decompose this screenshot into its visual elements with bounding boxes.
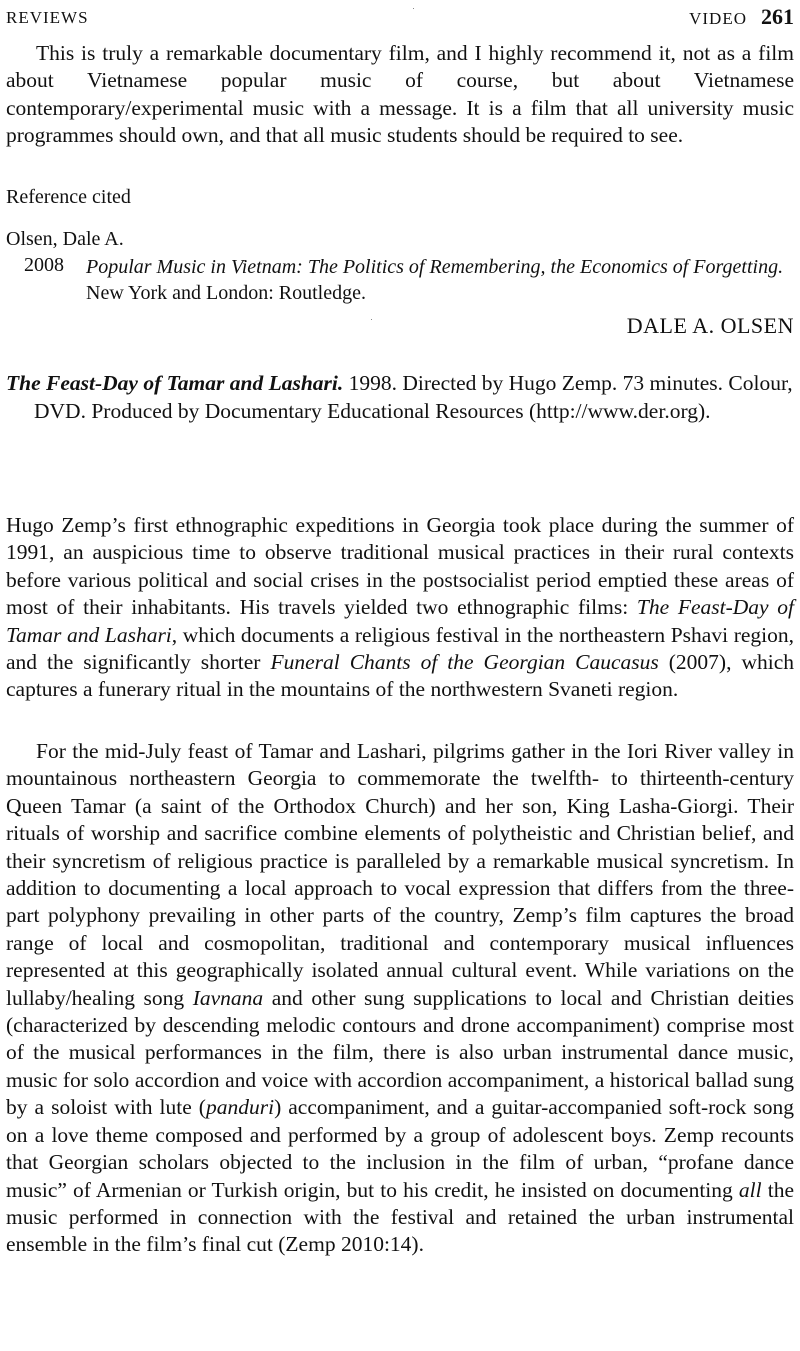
reference-entry <box>86 254 786 306</box>
page-number: 261 <box>761 4 794 29</box>
film-details: 1998. Directed by Hugo Zemp. 73 minutes. Colour, DVD. Produced by Documentary Educational Resources (http://www.der.org). <box>34 371 793 423</box>
scan-speck <box>371 319 372 320</box>
reference-author: Olsen, Dale A. <box>6 228 124 250</box>
scan-speck <box>413 8 414 9</box>
reference-heading: Reference cited <box>6 186 131 208</box>
header-right <box>689 4 794 30</box>
film-citation <box>6 370 794 425</box>
reference-year: 2008 <box>24 254 64 276</box>
running-header <box>6 4 794 30</box>
section-label: REVIEWS <box>6 8 89 27</box>
p2-song-title: Iavnana <box>192 985 264 1010</box>
p2-text-c: ) accompaniment, and a guitar-accompanied soft-rock song on a love theme composed and performed by a group of adolescent boys. Zemp recounts that Georgian scholars objected to the inclusion in the film of urban, “profane dance music” of Armenian or Turkish origin, but to his credit, he insisted on documenting <box>6 1095 794 1202</box>
p1-film-title-1: The Feast-Day of Tamar and Lashari <box>6 595 794 647</box>
p1-text-c: (2007), which captures a funerary ritual in the mountains of the northwestern Svaneti region. <box>6 650 794 702</box>
reference-publisher: New York and London: Routledge. <box>86 282 366 304</box>
p1-film-title-2: Funeral Chants of the Georgian Caucasus <box>270 650 659 675</box>
p1-text-b: , which documents a religious festival in the northeastern Pshavi region, and the significantly shorter <box>6 622 794 675</box>
p2-emphasis: all <box>738 1177 762 1202</box>
p2-text-b: and other sung supplications to local and Christian deities (characterized by descending melodic contours and drone accompaniment) comprise most of the musical performances in the film, there is also urban instrumental dance music, music for solo accordion and voice with accordion accompaniment, a historical ballad sung by a soloist with lute ( <box>6 985 794 1120</box>
p2-lute-term: panduri <box>205 1095 275 1120</box>
video-label: VIDEO <box>689 9 747 28</box>
review-paragraph-2 <box>6 738 794 1259</box>
reference-title: Popular Music in Vietnam: The Politics of Remembering, the Economics of Forgetting. <box>86 256 784 278</box>
review-paragraph-1 <box>6 512 794 704</box>
closing-paragraph: This is truly a remarkable documentary film, and I highly recommend it, not as a film about Vietnamese popular music of course, but about Vietnamese contemporary/experimental music with a message. It is a film that all university music programmes should own, and that all music students should be required to see. <box>6 41 794 148</box>
reviewer-signature: DALE A. OLSEN <box>626 313 794 338</box>
p2-text-a: For the mid-July feast of Tamar and Lashari, pilgrims gather in the Iori River valley in mountainous northeastern Georgia to commemorate the twelfth- to thirteenth-century Queen Tamar (a saint of the Orthodox Church) and her son, King Lasha-Giorgi. Their rituals of worship and sacrifice combine elements of polytheistic and Christian belief, and their syncretism of religious practice is paralleled by a remarkable musical syncretism. In addition to documenting a local approach to vocal expression that differs from the three-part polyphony prevailing in other parts of the country, Zemp’s film captures the broad range of local and cosmopolitan, traditional and contemporary musical influences represented at this geographically isolated annual cultural event. While variations on the lullaby/healing song <box>6 739 794 1010</box>
p2-text-d: the music performed in connection with the festival and retained the urban instrumental ensemble in the film’s final cut (Zemp 2010:14). <box>6 1177 794 1257</box>
p1-text-a: Hugo Zemp’s first ethnographic expeditions in Georgia took place during the summer of 1991, an auspicious time to observe traditional musical practices in their rural contexts before various political and social crises in the postsocialist period emptied these areas of most of their inhabitants. His travels yielded two ethnographic films: <box>6 513 794 620</box>
film-title: The Feast-Day of Tamar and Lashari. <box>6 371 344 395</box>
